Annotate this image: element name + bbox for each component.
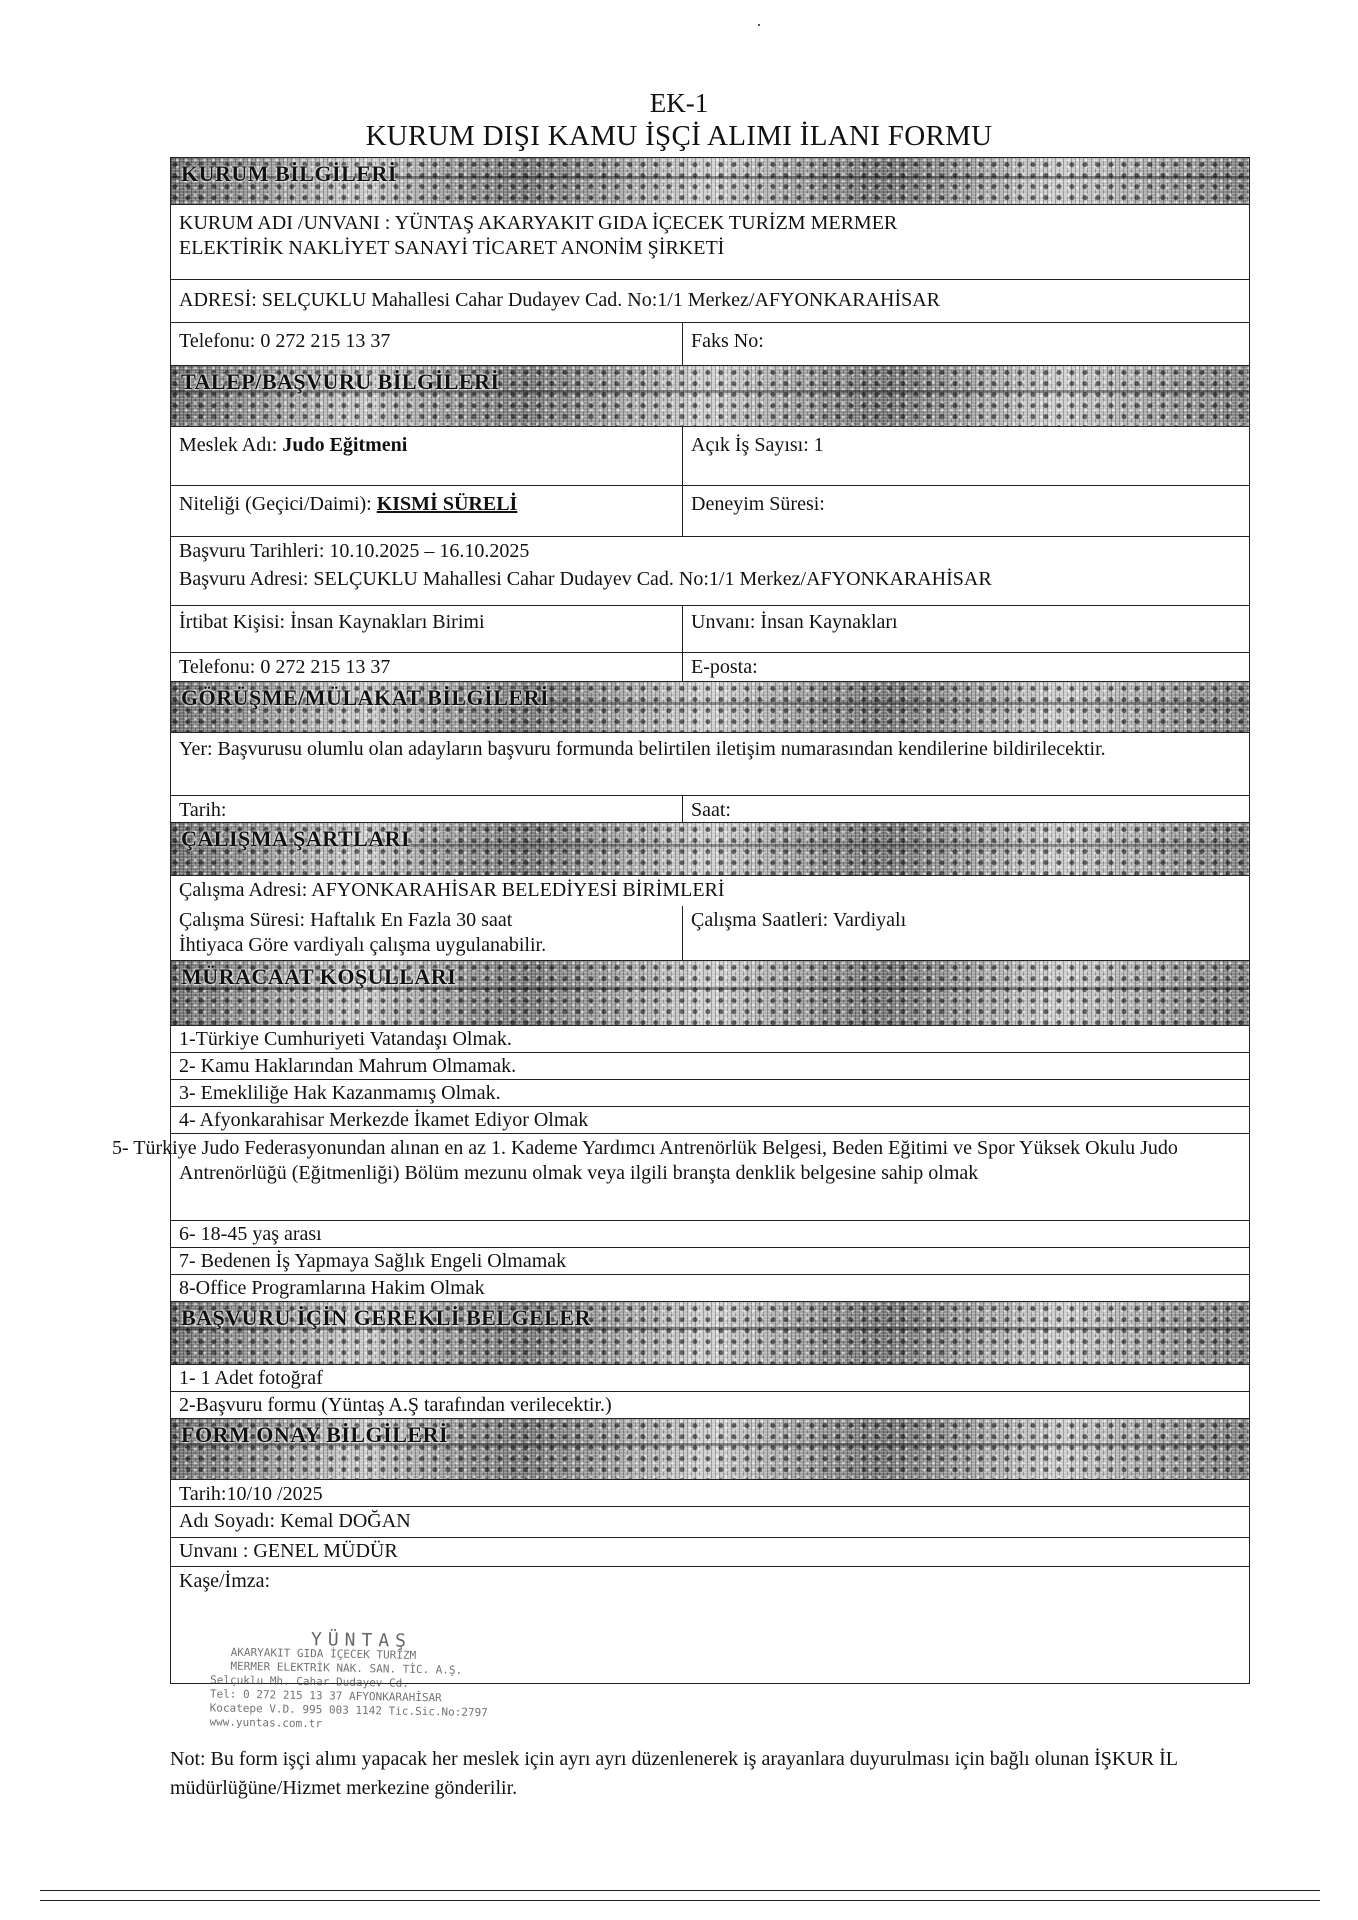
job-nature-value: KISMİ SÜRELİ xyxy=(376,493,518,515)
approver-name: Adı Soyadı: Kemal DOĞAN xyxy=(179,1510,411,1532)
contact-title: Unvanı: İnsan Kaynakları xyxy=(691,611,898,633)
experience: Deneyim Süresi: xyxy=(691,493,825,515)
requirement-item: 1-Türkiye Cumhuriyeti Vatandaşı Olmak. xyxy=(179,1028,512,1050)
form-title: KURUM DIŞI KAMU İŞÇİ ALIMI İLANI FORMU xyxy=(365,120,993,152)
document-item: 2-Başvuru formu (Yüntaş A.Ş tarafından verilecektir.) xyxy=(179,1394,612,1416)
section-calisma xyxy=(171,822,1249,875)
interview-date: Tarih: xyxy=(171,796,683,822)
section-kurum-label: KURUM BİLGİLERİ xyxy=(181,161,397,186)
section-muracaat-label: MÜRACAAT KOŞULLARI xyxy=(181,964,457,989)
section-calisma-label: ÇALIŞMA ŞARTLARI xyxy=(181,826,411,851)
contact-person: İrtibat Kişisi: İnsan Kaynakları Birimi xyxy=(171,606,683,652)
section-talep-label: TALEP/BAŞVURU BİLGİLERİ xyxy=(181,369,500,394)
job-name: Meslek Adı: Judo Eğitmeni xyxy=(171,427,683,485)
section-gorusme-label: GÖRÜŞME/MÜLAKAT BİLGİLERİ xyxy=(181,685,550,710)
requirement-item: 6- 18-45 yaş arası xyxy=(179,1223,322,1245)
job-name-value: Judo Eğitmeni xyxy=(282,434,408,456)
section-belgeler-label: BAŞVURU İÇİN GEREKLİ BELGELER xyxy=(181,1305,591,1330)
stamp-signature-label: Kaşe/İmza: xyxy=(179,1570,271,1592)
requirement-item: 8-Office Programlarına Hakim Olmak xyxy=(179,1277,485,1299)
open-positions: Açık İş Sayısı: 1 xyxy=(691,434,824,456)
kurum-phone: Telefonu: 0 272 215 13 37 xyxy=(171,323,683,365)
interview-place: Yer: Başvurusu olumlu olan adayların başvuru formunda belirtilen iletişim numarasından kendilerine bildirilecektir. xyxy=(179,738,1106,760)
section-onay-label: FORM ONAY BİLGİLERİ xyxy=(181,1422,449,1447)
footnote: Not: Bu form işçi alımı yapacak her meslek için ayrı ayrı düzenlenerek iş arayanlara duyurulması için bağlı olunan İŞKUR İL müdürlüğüne/Hizmet merkezine gönderilir. xyxy=(170,1748,1178,1799)
interview-time: Saat: xyxy=(691,799,731,821)
annex-label: EK-1 xyxy=(649,88,709,118)
work-hours: Çalışma Saatleri: Vardiyalı xyxy=(691,909,907,931)
kurum-name-line1: KURUM ADI /UNVANI : YÜNTAŞ AKARYAKIT GIDA İÇECEK TURİZM MERMER xyxy=(179,212,898,234)
requirement-item: 4- Afyonkarahisar Merkezde İkamet Ediyor Olmak xyxy=(179,1109,589,1131)
section-belgeler xyxy=(171,1301,1249,1364)
bottom-rule-2 xyxy=(40,1900,1320,1901)
document-item: 1- 1 Adet fotoğraf xyxy=(179,1367,323,1389)
job-nature: Niteliği (Geçici/Daimi): KISMİ SÜRELİ xyxy=(171,486,683,536)
approver-title: Unvanı : GENEL MÜDÜR xyxy=(179,1540,398,1562)
company-stamp: YÜNTAŞ AKARYAKIT GIDA İÇECEK TURİZM MERMER ELEKTRİK NAK. SAN. TİC. A.Ş. Selçuklu Mh. Cahar Dudayev Cd. Tel: 0 272 215 13 37 AFYONKARAHİSAR Kocatepe V.D. 995 003 1142 Tic.Sic.No:2797 www.yuntas.com.tr xyxy=(209,1629,488,1731)
contact-phone: Telefonu: 0 272 215 13 37 xyxy=(171,653,683,681)
application-dates: Başvuru Tarihleri: 10.10.2025 – 16.10.2025 xyxy=(179,540,530,562)
section-talep xyxy=(171,365,1249,426)
section-gorusme xyxy=(171,681,1249,732)
form-table xyxy=(112,157,1250,1684)
kurum-fax: Faks No: xyxy=(691,330,764,352)
requirement-item: 7- Bedenen İş Yapmaya Sağlık Engeli Olmamak xyxy=(179,1250,567,1272)
bottom-rule xyxy=(40,1890,1320,1891)
kurum-name-line2: ELEKTİRİK NAKLİYET SANAYİ TİCARET ANONİM ŞİRKETİ xyxy=(179,237,725,259)
requirement-item: 3- Emekliliğe Hak Kazanmamış Olmak. xyxy=(179,1082,501,1104)
work-duration: Çalışma Süresi: Haftalık En Fazla 30 saat İhtiyaca Göre vardiyalı çalışma uygulanabilir. xyxy=(171,906,683,960)
approval-date: Tarih:10/10 /2025 xyxy=(179,1483,323,1505)
application-address: Başvuru Adresi: SELÇUKLU Mahallesi Cahar Dudayev Cad. No:1/1 Merkez/AFYONKARAHİSAR xyxy=(179,568,992,590)
requirement-item: 2- Kamu Haklarından Mahrum Olmamak. xyxy=(179,1055,517,1077)
scan-dot xyxy=(758,24,760,26)
section-muracaat xyxy=(171,960,1249,1025)
contact-email: E-posta: xyxy=(691,656,758,678)
requirement-item: 5- Türkiye Judo Federasyonundan alınan en az 1. Kademe Yardımcı Antrenörlük Belgesi, Beden Eğitimi ve Spor Yüksek Okulu Judo Antrenörlüğü (Eğitmenliği) Bölüm mezunu olmak veya ilgili branşta denklik belgesine sahip olmak xyxy=(112,1137,1178,1184)
kurum-address: ADRESİ: SELÇUKLU Mahallesi Cahar Dudayev Cad. No:1/1 Merkez/AFYONKARAHİSAR xyxy=(179,289,941,311)
section-onay xyxy=(171,1418,1249,1479)
work-address: Çalışma Adresi: AFYONKARAHİSAR BELEDİYESİ BİRİMLERİ xyxy=(179,879,725,901)
section-kurum xyxy=(171,157,1249,204)
